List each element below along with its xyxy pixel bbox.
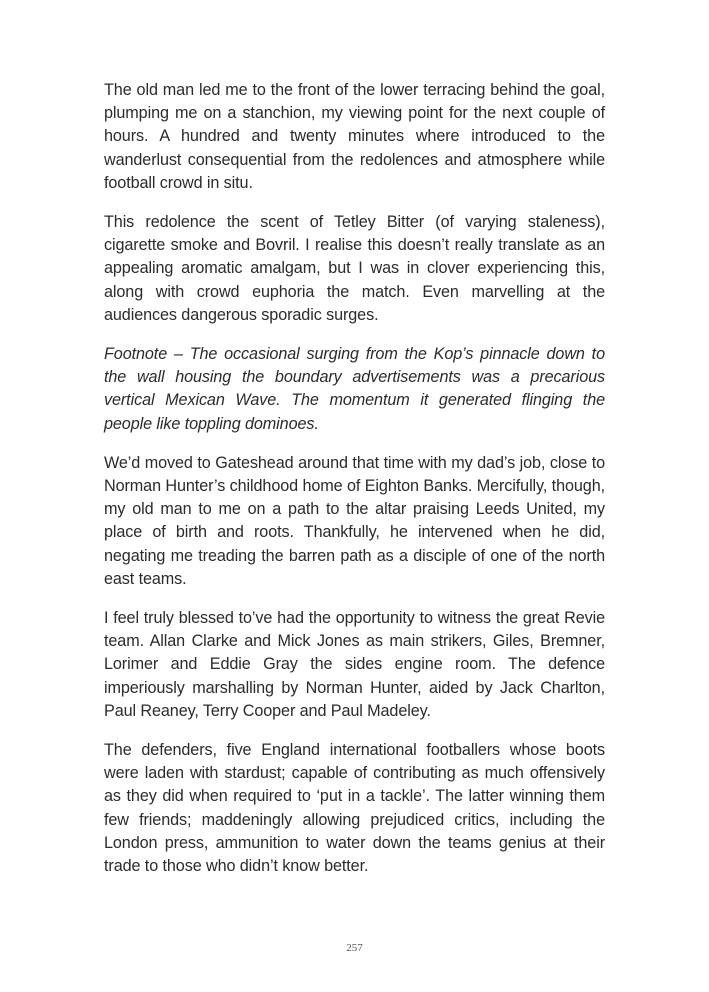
paragraph-revie-team: I feel truly blessed to’ve had the opportunity to witness the great Revie team. Allan Clarke and Mick Jones as main strikers, Giles, Bremner, Lorimer and Eddie Gray the sides engine room. The defence imperiously marshalling by Norman Hunter, aided by Jack Charlton, Paul Reaney, Terry Cooper and Paul Madeley. [104, 609, 605, 720]
body-text [104, 79, 605, 894]
paragraph-gateshead: We’d moved to Gateshead around that time with my dad’s job, close to Norman Hunter’s childhood home of Eighton Banks. Mercifully, though, my old man to me on a path to the altar praising Leeds United, my place of birth and roots. Thankfully, he intervened when he did, negating me treading the barren path as a disciple of one of the north east teams. [104, 453, 605, 588]
paragraph-defenders: The defenders, five England international footballers whose boots were laden with stardust; capable of contributing as much offensively as they did when required to ‘put in a tackle’. The latter winning them few friends; maddeningly allowing prejudiced critics, including the London press, ammunition to water down the teams genius at their trade to those who didn’t know better. [104, 741, 605, 876]
paragraph-redolence: This redolence the scent of Tetley Bitter (of varying staleness), cigarette smoke and Bovril. I realise this doesn’t really translate as an appealing aromatic amalgam, but I was in clover experiencing this, along with crowd euphoria the match. Even marvelling at the audiences dangerous sporadic surges. [104, 213, 605, 324]
page-number: 257 [346, 942, 363, 954]
footnote-paragraph: Footnote – The occasional surging from the Kop’s pinnacle down to the wall housing the boundary advertisements was a precarious vertical Mexican Wave. The momentum it generated flinging the people like toppling dominoes. [104, 345, 605, 433]
paragraph-terracing: The old man led me to the front of the lower terracing behind the goal, plumping me on a stanchion, my viewing point for the next couple of hours. A hundred and twenty minutes where introduced to the wanderlust consequential from the redolences and atmosphere while football crowd in situ. [104, 81, 605, 192]
